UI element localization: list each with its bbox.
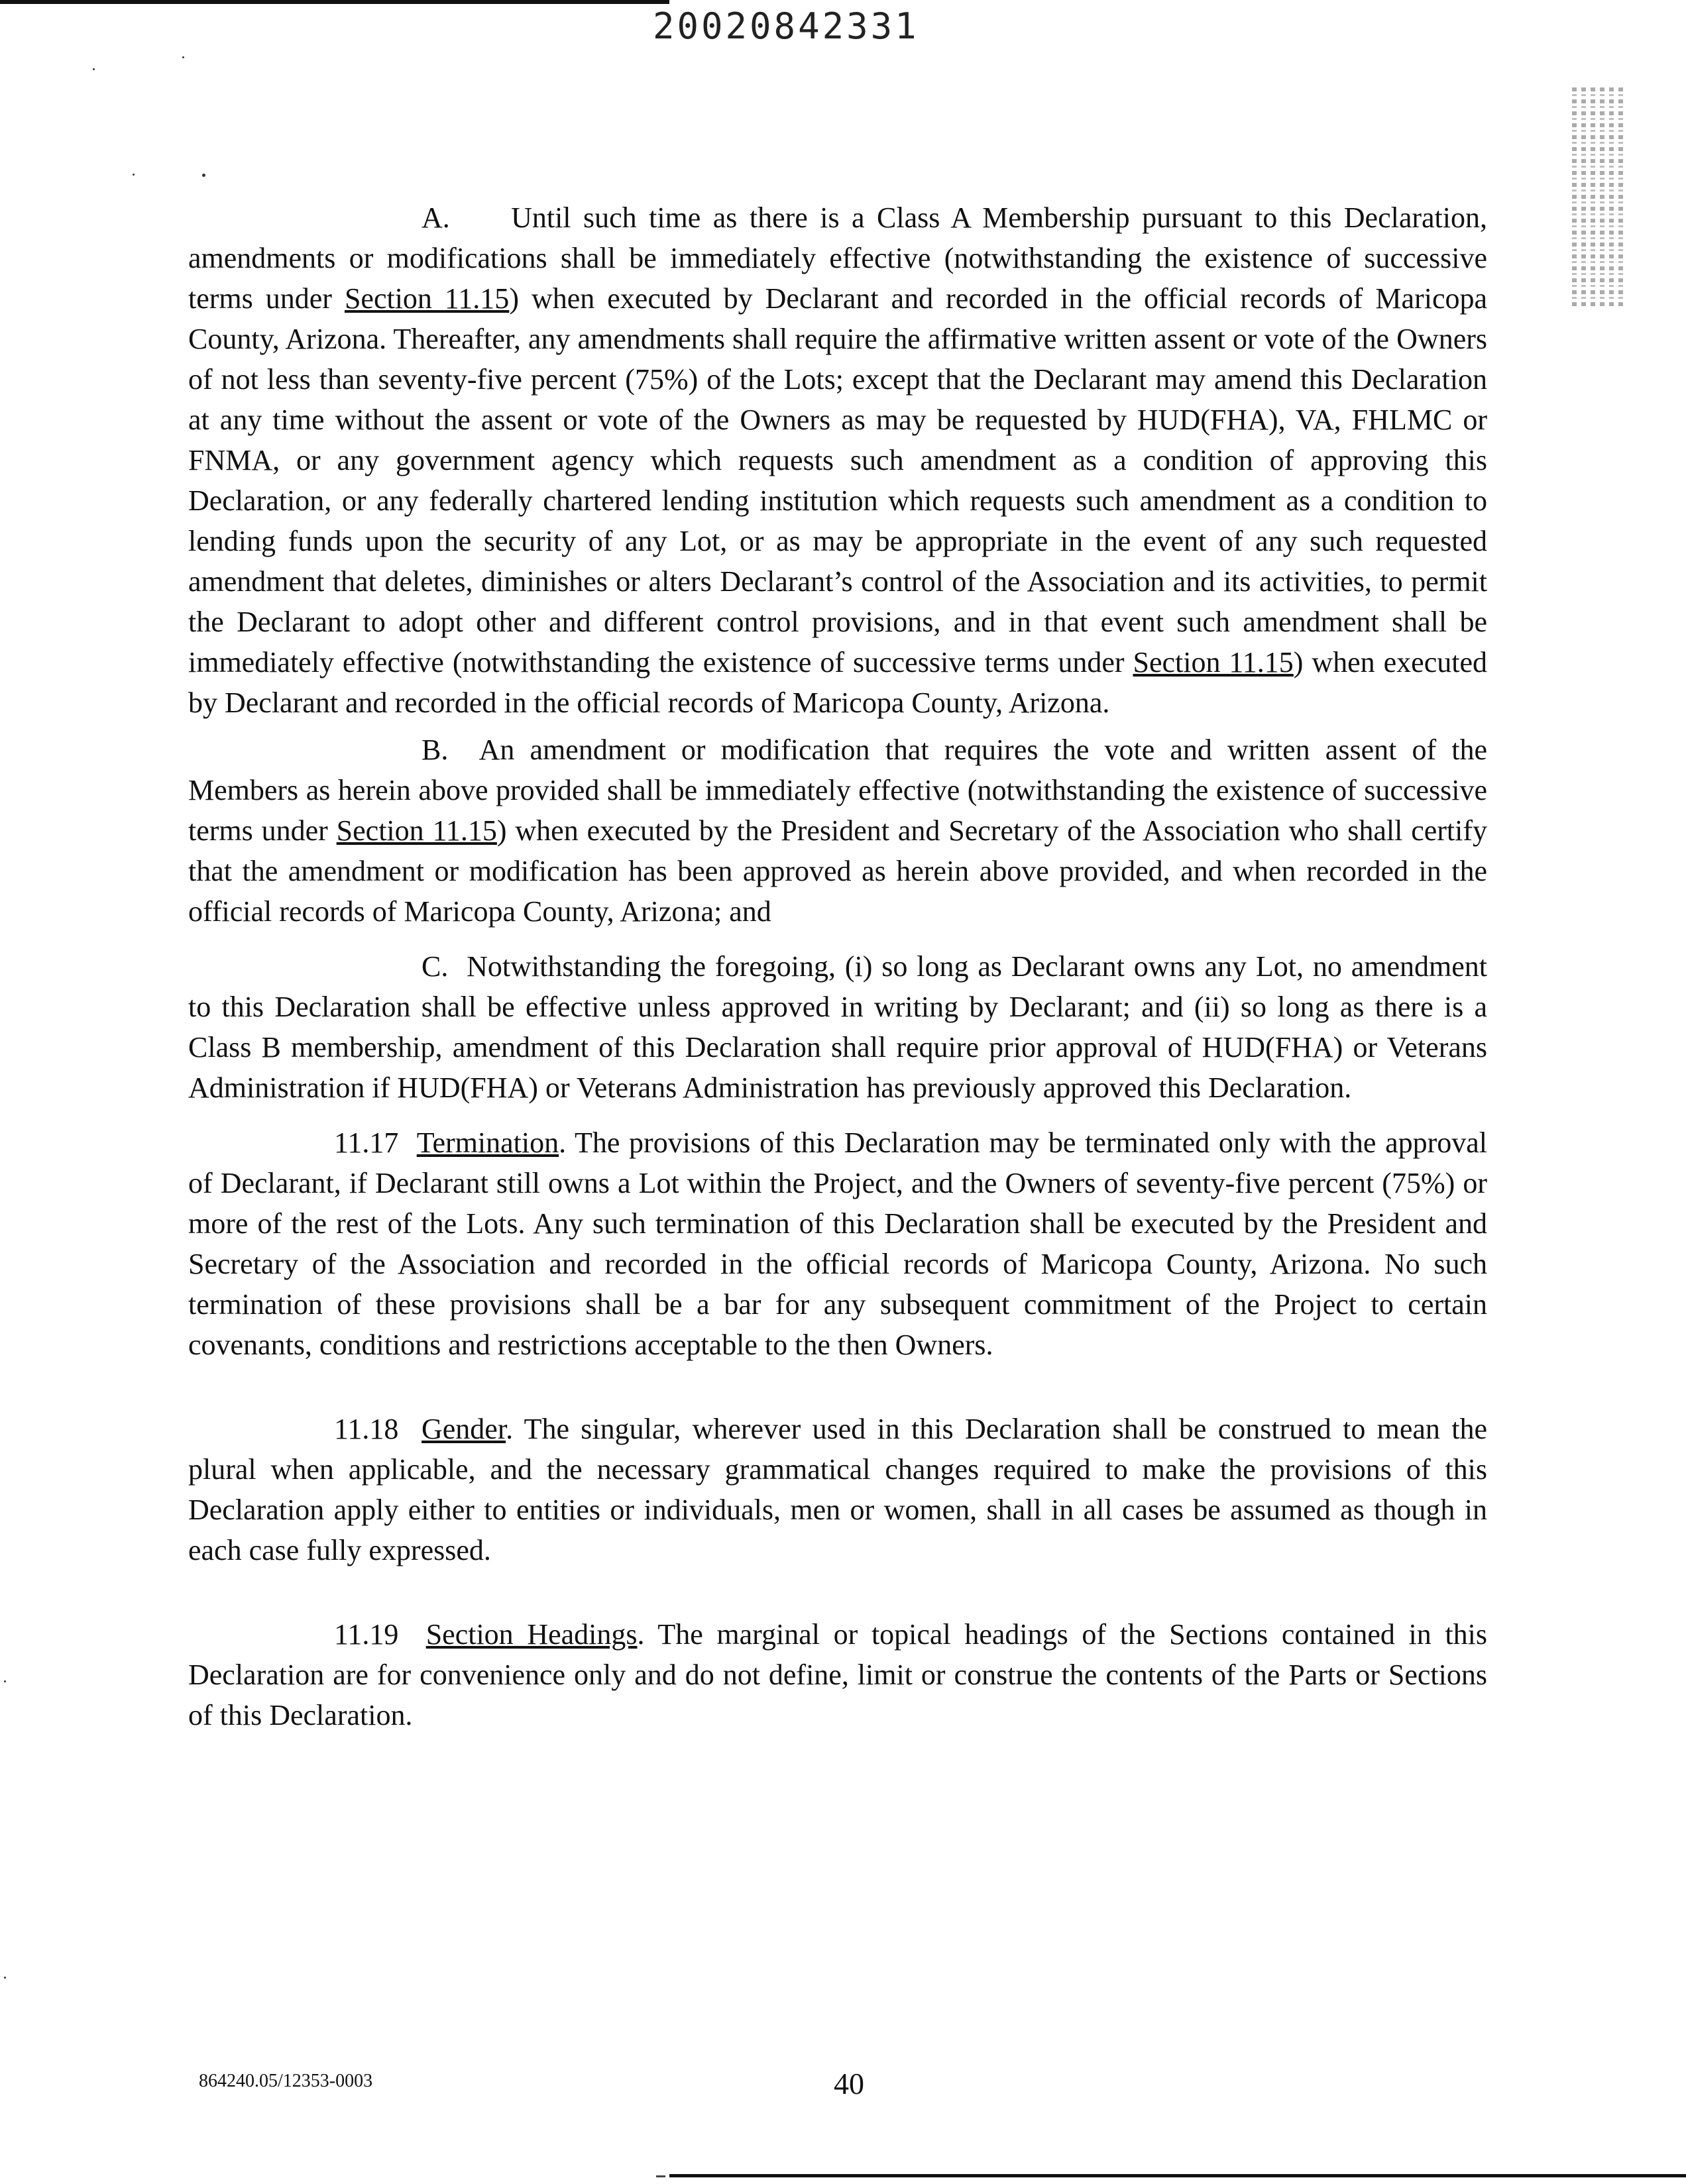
section-reference: Section 11.15 [1133, 646, 1294, 679]
scan-speck [4, 1977, 6, 1979]
paragraph-a-text: ) when executed by Declarant and recorded in the official records of Maricopa County, Arizona. Thereafter, any amendments shall require the affirmative written assent or vote of the Owners of not less than seventy-five percent (75%) of the Lots; except that the Declarant may amend this Declaration at any time without the assent or vote of the Owners as may be requested by HUD(FHA), VA, FHLMC or FNMA, or any government agency which requests such amendment as a condition of approving this Declaration, or any federally chartered lending institution which requests such amendment as a condition to lending funds upon the security of any Lot, or as may be appropriate in the event of any such requested amendment that deletes, diminishes or alters Declarant’s control of the Association and its activities, to permit the Declarant to adopt other and different control provisions, and in that event such amendment shall be immediately effective (notwithstanding the existence of successive terms under [188, 282, 1487, 679]
section-heading: Gender [422, 1413, 506, 1445]
section-heading: Section Headings [425, 1618, 638, 1651]
paragraph-a-lead: A. [422, 201, 450, 234]
section-11-18 [188, 1409, 1487, 1570]
section-text: . The marginal or topical headings of the Sections contained in this Declaration are for convenience only and do not define, limit or construe the contents of the Parts or Sections of this Declaration. [188, 1618, 1487, 1731]
scan-speck [133, 174, 135, 176]
paragraph-c-text: Notwithstanding the foregoing, (i) so long as Declarant owns any Lot, no amendment to this Declaration shall be effective unless approved in writing by Declarant; and (ii) so long as there is a Class B membership, amendment of this Declaration shall require prior approval of HUD(FHA) or Veterans Administration if HUD(FHA) or Veterans Administration has previously approved this Declaration. [188, 950, 1488, 1104]
scan-speck [202, 174, 205, 177]
section-text: . The singular, wherever used in this Declaration shall be construed to mean the plural when applicable, and the necessary grammatical changes required to make the provisions of this Declaration apply either to entities or individuals, men or women, shall in all cases be assumed as though in each case fully expressed. [188, 1413, 1488, 1566]
scan-speck [93, 68, 95, 70]
document-body [188, 197, 1487, 1735]
document-id: 864240.05/12353-0003 [199, 2071, 373, 2091]
section-number: 11.18 [334, 1413, 399, 1445]
paragraph-b-text: An amendment or modification that requires the vote and written assent of the Members as herein above provided shall be immediately effective (notwithstanding the existence of successive terms under [188, 734, 1487, 847]
paragraph-b-text: ) when executed by the President and Secretary of the Association who shall certify that the amendment or modification has been approved as herein above provided, and when recorded in the official records of Maricopa County, Arizona; and [188, 814, 1488, 928]
section-11-17 [188, 1122, 1487, 1365]
paragraph-b-lead: B. [422, 734, 449, 766]
section-11-19 [188, 1614, 1487, 1735]
section-number: 11.17 [334, 1126, 399, 1159]
recording-number: 20020842331 [653, 5, 919, 47]
section-text: . The provisions of this Declaration may be terminated only with the approval of Declarant, if Declarant still owns a Lot within the Project, and the Owners of seventy-five percent (75%) or more of the rest of the Lots. Any such termination of this Declaration shall be executed by the President and Secretary of the Association and recorded in the official records of Maricopa County, Arizona. No such termination of these provisions shall be a bar for any subsequent commitment of the Project to certain covenants, conditions and restrictions acceptable to the then Owners. [188, 1126, 1488, 1361]
paragraph-b [188, 730, 1487, 932]
paragraph-c [188, 946, 1487, 1108]
section-number: 11.19 [334, 1618, 399, 1651]
paragraph-a-text: Until such time as there is a Class A Membership pursuant to this Declaration, amendments or modifications shall be immediately effective (notwithstanding the existence of successive terms under [188, 201, 1488, 315]
section-heading: Termination [416, 1126, 559, 1159]
scan-speck [4, 1680, 6, 1682]
bottom-rule [669, 2174, 1686, 2177]
bottom-rule-fragment [656, 2175, 665, 2177]
paragraph-c-lead: C. [422, 950, 449, 983]
barcode-stamp [1572, 87, 1625, 306]
paragraph-a [188, 197, 1487, 723]
section-reference: Section 11.15 [336, 814, 497, 847]
page-number: 40 [834, 2067, 864, 2101]
top-rule [0, 0, 669, 4]
section-reference: Section 11.15 [344, 282, 510, 315]
scan-speck [182, 56, 184, 58]
paragraph-a-text: ) when executed by Declarant and recorded in the official records of Maricopa County, Arizona. [188, 646, 1487, 719]
